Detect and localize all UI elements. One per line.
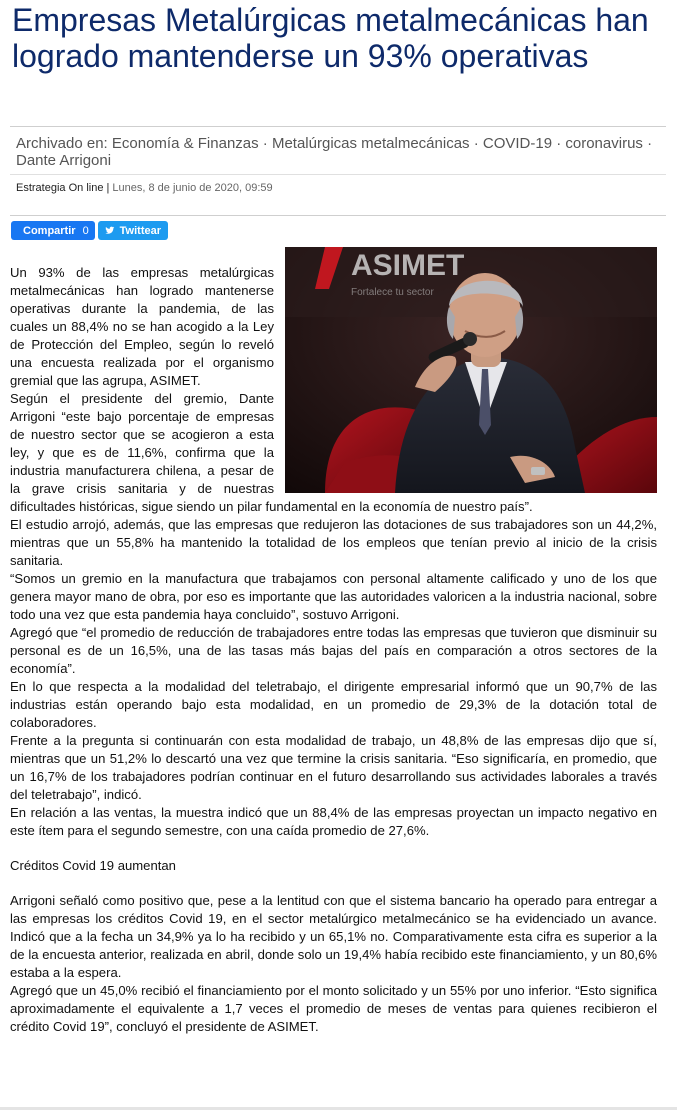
- section-subheading: Créditos Covid 19 aumentan: [10, 858, 176, 873]
- byline-separator: |: [103, 182, 113, 194]
- article-title: Empresas Metalúrgicas metalmecánicas han logrado mantenderse un 93% operativas: [12, 2, 649, 74]
- twitter-bird-icon: [105, 225, 115, 236]
- paragraph: Agregó que “el promedio de reducción de trabajadores entre todas las empresas que tuvieron que disminuir su personal es de un 16,5%, una de las tasas más bajas del país en comparación a otros sectores de la economía”.: [10, 625, 657, 676]
- byline-date: Lunes, 8 de junio de 2020, 09:59: [112, 182, 273, 194]
- twitter-share-label: Twittear: [119, 224, 161, 237]
- facebook-share-button[interactable]: [11, 221, 95, 240]
- paragraph: Arrigoni señaló como positivo que, pese a la lentitud con que el sistema bancario ha operado para entregar a las empresas los créditos Covid 19, en el sector metalúrgico metalmecánico se ha evidenciado un avance. Indicó que a la fecha un 34,9% ya lo ha recibido y un 65,1% no. Comparativamente esta cifra es superior a la de la encuesta anterior, realizada en abril, donde solo un 19,4% había recibido este financiamiento, y un 80,6% estaba a la espera.: [10, 893, 657, 980]
- paragraph: En lo que respecta a la modalidad del teletrabajo, el dirigente empresarial informó que un 90,7% de las industrias están operando bajo esta modalidad, en un promedio de 29,3% de la dotación total de colaboradores.: [10, 679, 657, 730]
- svg-text:ASIMET: ASIMET: [351, 249, 465, 282]
- article-meta: [10, 126, 666, 216]
- paragraph: Frente a la pregunta si continuarán con esta modalidad de trabajo, un 48,8% de las empresas dijo que sí, mientras que un 51,2% lo descartó una vez que termine la crisis sanitaria. “Eso significaría, en promedio, que un 16,7% de los trabajadores podrían continuar en el futuro desarrollando sus actividades laborales a través del teletrabajo”, indicó.: [10, 733, 657, 802]
- paragraph: Agregó que un 45,0% recibió el financiamiento por el monto solicitado y un 55% por uno inferior. “Esto significa aproximadamente el equivalente a 1,7 veces el promedio de meses de ventas para quienes recibieron el crédito Covid 19”, concluyó el presidente de ASIMET.: [10, 983, 657, 1034]
- facebook-share-count: 0: [82, 224, 89, 237]
- article-body: [10, 264, 657, 1036]
- paragraph: En relación a las ventas, la muestra indicó que un 88,4% de las empresas proyectan un impacto negativo en este ítem para el segundo semestre, con una caída promedio de 27,6%.: [10, 805, 657, 838]
- archived-tags: Archivado en: Economía & Finanzas · Metalúrgicas metalmecánicas · COVID-19 · coronavirus · Dante Arrigoni: [16, 135, 653, 169]
- paragraph: “Somos un gremio en la manufactura que trabajamos con personal altamente calificado y uno de los que genera mayor mano de obra, por eso es importante que las autoridades valoricen a la industria nacional, sobre todo una vez que esta pandemia haya concluido”, sostuvo Arrigoni.: [10, 571, 657, 622]
- share-bar: [11, 221, 168, 240]
- paragraph: Según el presidente del gremio, Dante Arrigoni “este bajo porcentaje de empresas de nuestro sector que se acogieron a esta ley, y que es de 11,6%, confirma que la industria manufacturera chilena, a pesar de la grave crisis sanitaria y de nuestras dificultades históricas, sigue siendo un pilar fundamental en la economía de nuestro país”.: [10, 391, 533, 514]
- photo-float-spacer: [274, 264, 657, 496]
- byline: [16, 182, 273, 194]
- svg-text:Fortalece tu sector: Fortalece tu sector: [351, 287, 434, 298]
- facebook-share-label: Compartir: [23, 224, 76, 237]
- meta-divider: [10, 174, 666, 175]
- twitter-share-button[interactable]: [98, 221, 168, 240]
- byline-source: Estrategia On line: [16, 182, 104, 194]
- paragraph: Un 93% de las empresas metalúrgicas metalmecánicas han logrado mantenerse operativas durante la pandemia, de las cuales un 88,4% no se han acogido a la Ley de Protección del Empleo, según lo reveló una encuesta realizada por el organismo gremial que las agrupa, ASIMET.: [10, 265, 274, 388]
- paragraph: El estudio arrojó, además, que las empresas que redujeron las dotaciones de sus trabajadores son un 44,2%, mientras que un 55,8% ha mantenido la totalidad de los empleos que tenían previo al inicio de la crisis sanitaria.: [10, 517, 657, 568]
